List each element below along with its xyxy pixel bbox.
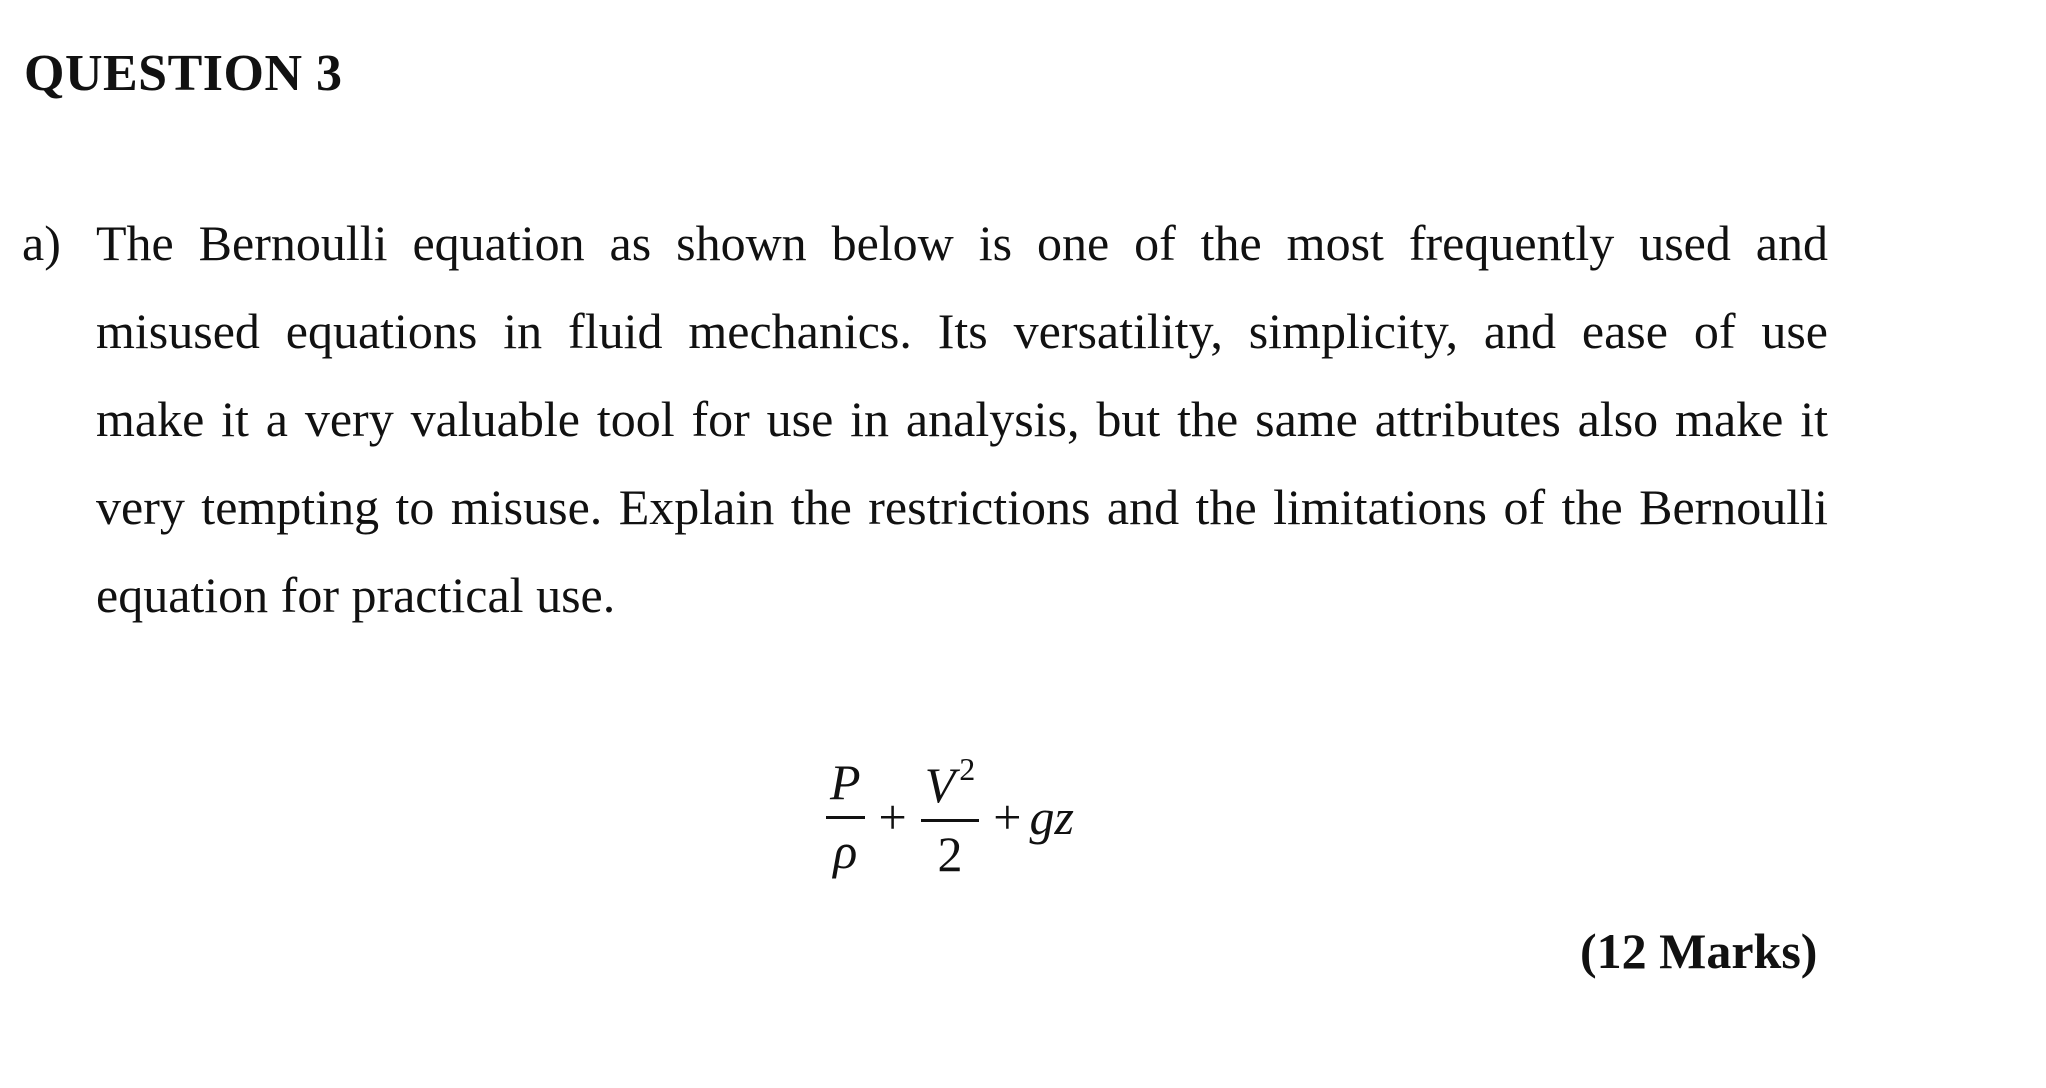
density-symbol: ρ — [833, 822, 858, 879]
bernoulli-equation — [820, 742, 1074, 892]
marks-label: (12 Marks) — [1580, 923, 1818, 979]
question-heading: QUESTION 3 — [24, 45, 343, 102]
paragraph-line: very tempting to misuse. Explain the restrictions and the limitations of the Bernoulli — [96, 479, 1828, 535]
velocity-symbol: V — [924, 757, 956, 813]
paragraph-line: misused equations in fluid mechanics. Its versatility, simplicity, and ease of use — [96, 303, 1828, 359]
paragraph-line: make it a very valuable tool for use in analysis, but the same attributes also make it — [96, 391, 1828, 447]
paragraph-line: The Bernoulli equation as shown below is one of the most frequently used and — [96, 215, 1828, 271]
velocity-denominator: 2 — [937, 825, 963, 882]
fraction-bar — [826, 816, 865, 819]
plus-sign: + — [993, 789, 1022, 845]
velocity-term — [921, 751, 980, 883]
question-paragraph — [96, 215, 1828, 658]
pressure-symbol: P — [830, 754, 861, 810]
velocity-numerator — [921, 751, 980, 815]
paragraph-line: equation for practical use. — [96, 567, 616, 623]
part-label: a) — [22, 215, 61, 271]
plus-sign: + — [878, 789, 907, 845]
pressure-term — [826, 754, 865, 880]
velocity-exponent: 2 — [959, 751, 976, 787]
fraction-bar — [921, 819, 980, 822]
gravity-term: gz — [1029, 789, 1074, 845]
